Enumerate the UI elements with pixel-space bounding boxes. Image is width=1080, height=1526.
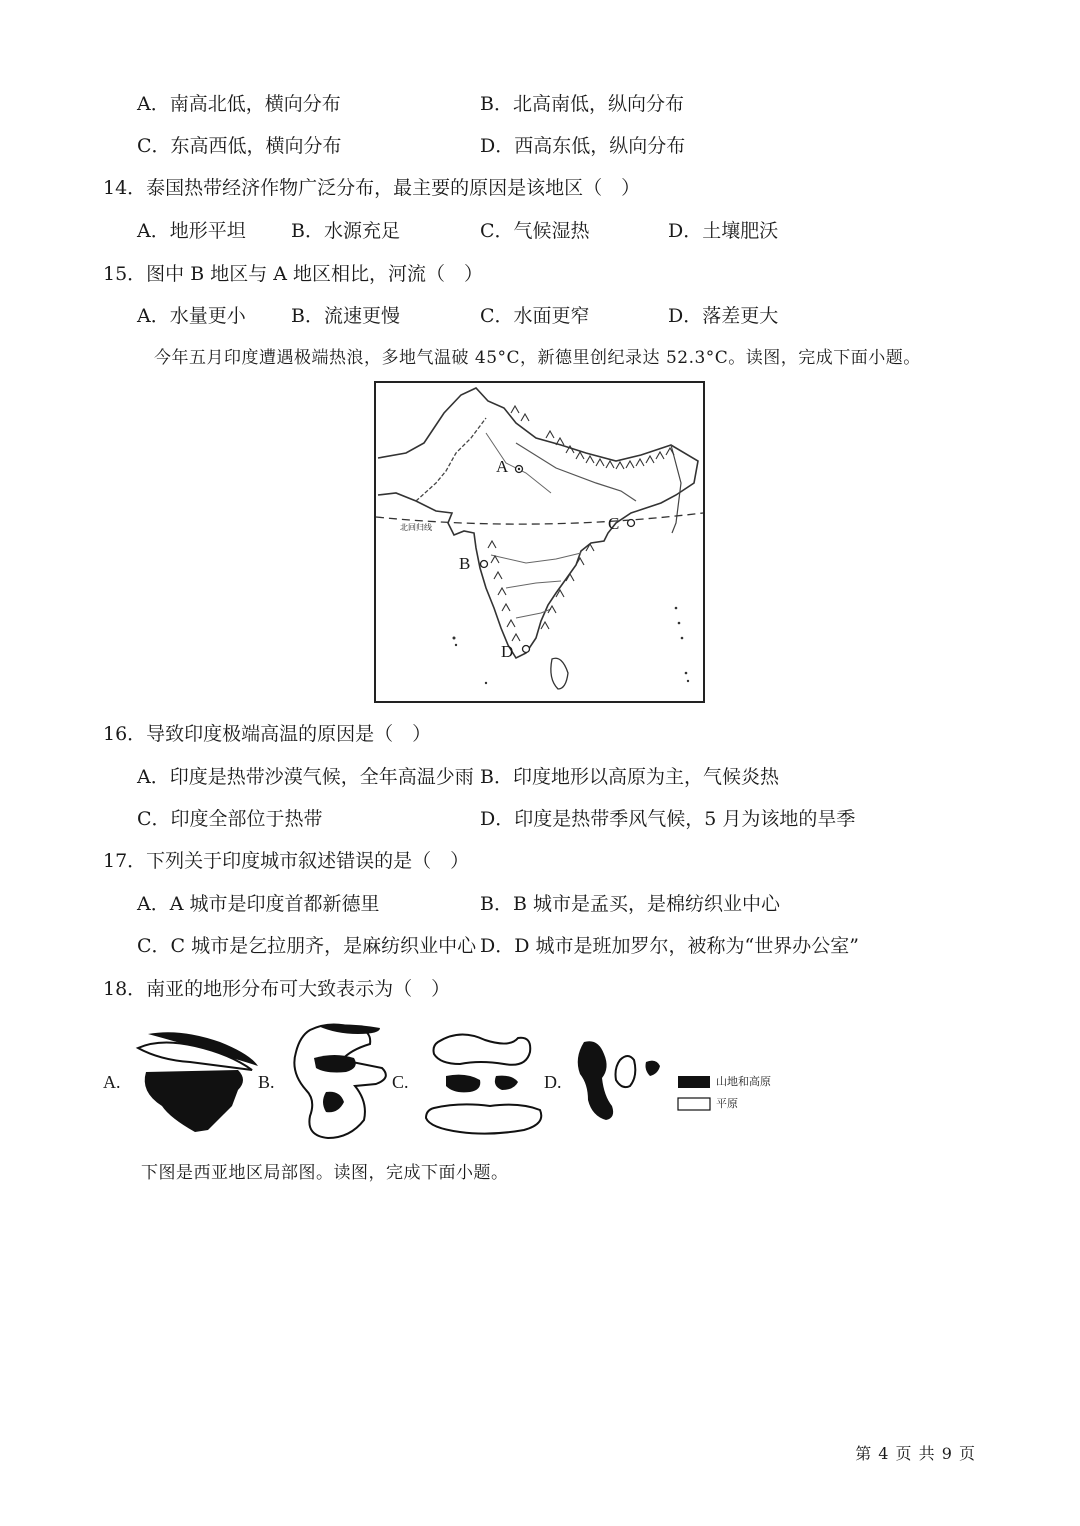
q15-option-c: C．水面更窄 [480,305,590,327]
q18-letter-d: D. [544,1072,562,1092]
myanmar-border [671,445,681,533]
q17-option-b: B．B 城市是孟买，是棉纺织业中心 [480,893,780,915]
q18-letter-b: B. [258,1072,275,1092]
map-label-b: B [459,554,471,573]
map-label-d: D [501,642,514,661]
q13-option-c: C．东高西低，横向分布 [137,135,342,157]
q16-option-a: A．印度是热带沙漠气候，全年高温少雨 [137,766,474,788]
city-b-marker [481,561,488,568]
q13-option-a: A．南高北低，横向分布 [137,93,341,115]
page-footer: 第 4 页 共 9 页 [855,1444,976,1463]
q14-option-c: C．气候湿热 [480,220,590,242]
q18-letter-c: C. [392,1072,409,1092]
map-label-c: C [608,514,620,533]
q13-option-d: D．西高东低，纵向分布 [480,135,686,157]
q18-letter-a: A. [103,1072,121,1092]
q17-option-c: C．C 城市是乞拉朋齐，是麻纺织业中心 [137,935,477,957]
q16-stem: 16．导致印度极端高温的原因是（ ） [103,723,432,745]
q14-option-a: A．地形平坦 [137,220,246,242]
legend-mountain-label: 山地和高原 [716,1075,771,1088]
india-pakistan-border [416,418,486,501]
q13-option-b: B．北高南低，纵向分布 [480,93,684,115]
q17-stem: 17．下列关于印度城市叙述错误的是（ ） [103,850,470,872]
q15-option-a: A．水量更小 [137,305,246,327]
south-asia-map-drawing [376,383,703,701]
tropic-label: 北回归线 [400,523,432,532]
q15-option-b: B．流速更慢 [291,305,400,327]
city-a-dot [518,468,520,470]
q17-option-a: A．A 城市是印度首都新德里 [137,893,380,915]
godavari-river [506,581,561,588]
city-c-marker [628,520,635,527]
q18-shape-options [100,1020,800,1150]
shape-a [138,1032,258,1132]
city-d-marker [523,646,530,653]
q18-stem: 18．南亚的地形分布可大致表示为（ ） [103,978,451,1000]
shape-c [426,1034,541,1133]
q15-option-d: D．落差更大 [668,305,779,327]
narmada-river [491,553,581,563]
india-intro-text: 今年五月印度遭遇极端热浪，多地气温破 45°C，新德里创纪录达 52.3°C。读图，完成下面小题。 [154,348,921,368]
q16-option-c: C．印度全部位于热带 [137,808,323,830]
shape-d [578,1041,660,1120]
q18-shapes-drawing [100,1020,800,1150]
south-asia-map [374,381,705,703]
sri-lanka-island [551,658,568,689]
q16-option-b: B．印度地形以高原为主，气候炎热 [480,766,779,788]
westasia-intro-text: 下图是西亚地区局部图。读图，完成下面小题。 [141,1163,509,1183]
ganges-river [516,443,636,501]
q15-stem: 15．图中 B 地区与 A 地区相比，河流（ ） [103,263,484,285]
western-ghats-mountains [488,541,520,641]
map-label-a: A [496,457,509,476]
q14-option-b: B．水源充足 [291,220,400,242]
q14-stem: 14．泰国热带经济作物广泛分布，最主要的原因是该地区（ ） [103,177,641,199]
q14-option-d: D．土壤肥沃 [668,220,779,242]
q17-option-d: D．D 城市是班加罗尔，被称为“世界办公室” [480,935,859,957]
scattered-islands [453,607,690,684]
legend-mountain-swatch [678,1076,710,1088]
shape-b [294,1024,385,1138]
q16-option-d: D．印度是热带季风气候，5 月为该地的旱季 [480,808,856,830]
legend-plain-label: 平原 [716,1097,738,1110]
legend-plain-swatch [678,1098,710,1110]
